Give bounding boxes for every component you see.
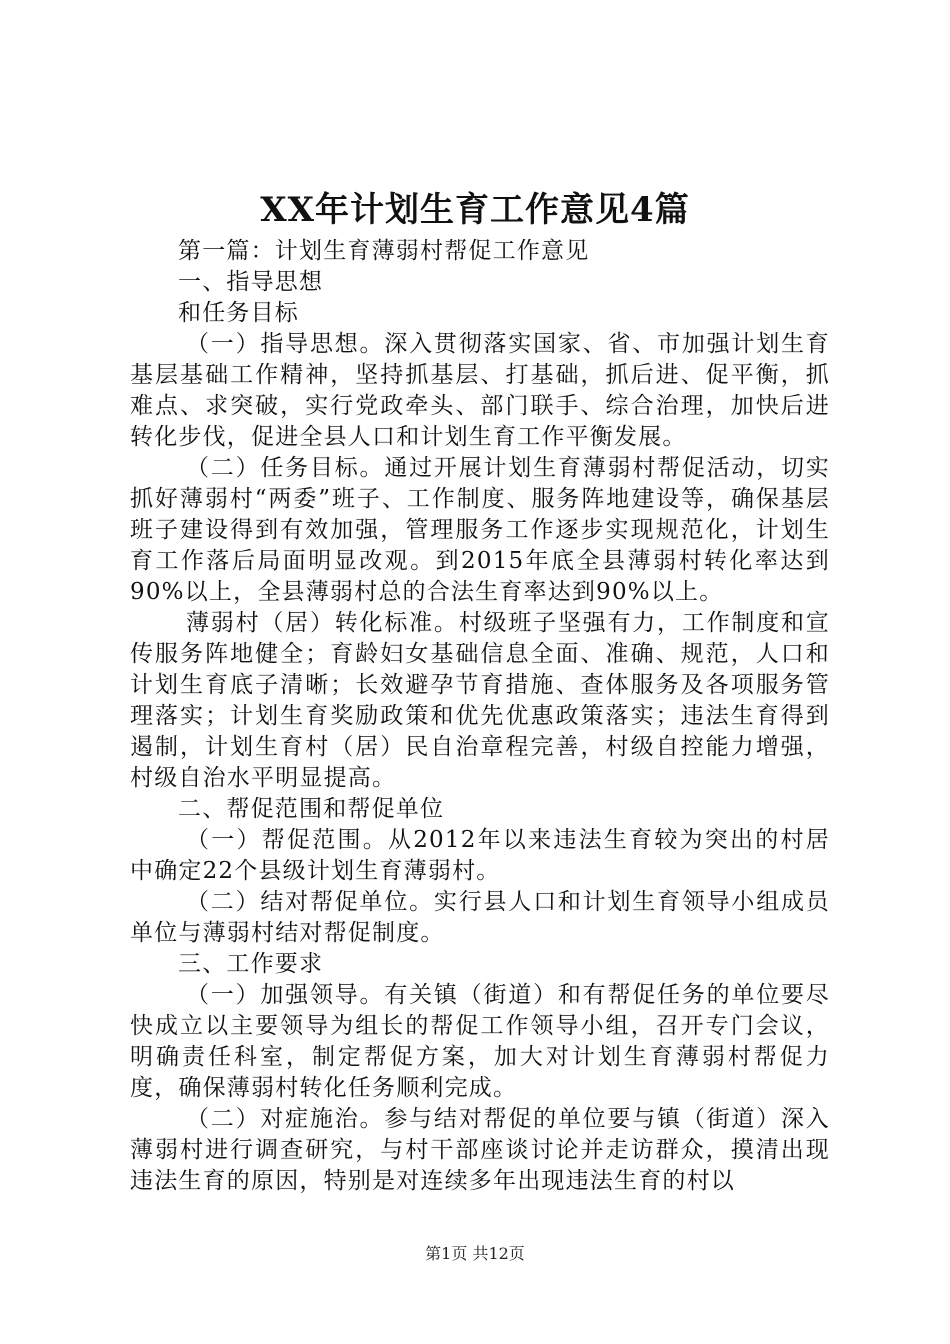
body-paragraph: （二）任务目标。通过开展计划生育薄弱村帮促活动，切实抓好薄弱村“两委”班子、工作制度、服务阵地建设等，确保基层班子建设得到有效加强，管理服务工作逐步实现规范化，计划生育工作落后局面明显改观。到2015年底全县薄弱村转化率达到90%以上，全县薄弱村总的合法生育率达到90%以上。 bbox=[130, 455, 830, 605]
section-heading: 三、工作要求 bbox=[178, 951, 324, 977]
body-paragraph: （一）指导思想。深入贯彻落实国家、省、市加强计划生育基层基础工作精神，坚持抓基层、打基础，抓后进、促平衡，抓难点、求突破，实行党政牵头、部门联手、综合治理，加快后进转化步伐，促进全县人口和计划生育工作平衡发展。 bbox=[130, 331, 830, 450]
document-title: XX年计划生育工作意见4篇 bbox=[260, 190, 690, 230]
section-heading: 一、指导思想 bbox=[178, 269, 324, 295]
body-paragraph: 薄弱村（居）转化标准。村级班子坚强有力，工作制度和宣传服务阵地健全；育龄妇女基础信息全面、准确、规范，人口和计划生育底子清晰；长效避孕节育措施、查体服务及各项服务管理落实；计划生育奖励政策和优先优惠政策落实；违法生育得到遏制，计划生育村（居）民自治章程完善，村级自控能力增强，村级自治水平明显提高。 bbox=[130, 610, 830, 791]
section-heading: 二、帮促范围和帮促单位 bbox=[178, 796, 445, 822]
body-paragraph: （一）加强领导。有关镇（街道）和有帮促任务的单位要尽快成立以主要领导为组长的帮促工作领导小组，召开专门会议，明确责任科室，制定帮促方案，加大对计划生育薄弱村帮促力度，确保薄弱村转化任务顺利完成。 bbox=[130, 982, 830, 1101]
section-heading: 和任务目标 bbox=[178, 300, 299, 326]
body-paragraph: （二）对症施治。参与结对帮促的单位要与镇（街道）深入薄弱村进行调查研究，与村干部座谈讨论并走访群众，摸清出现违法生育的原因，特别是对连续多年出现违法生育的村以 bbox=[130, 1106, 830, 1194]
page-footer: 第1页 共12页 bbox=[425, 1244, 525, 1263]
document-body bbox=[130, 236, 830, 1197]
body-paragraph: （一）帮促范围。从2012年以来违法生育较为突出的村居中确定22个县级计划生育薄弱村。 bbox=[130, 827, 830, 884]
section-heading: 第一篇：计划生育薄弱村帮促工作意见 bbox=[178, 238, 590, 264]
body-paragraph: （二）结对帮促单位。实行县人口和计划生育领导小组成员单位与薄弱村结对帮促制度。 bbox=[130, 889, 830, 946]
